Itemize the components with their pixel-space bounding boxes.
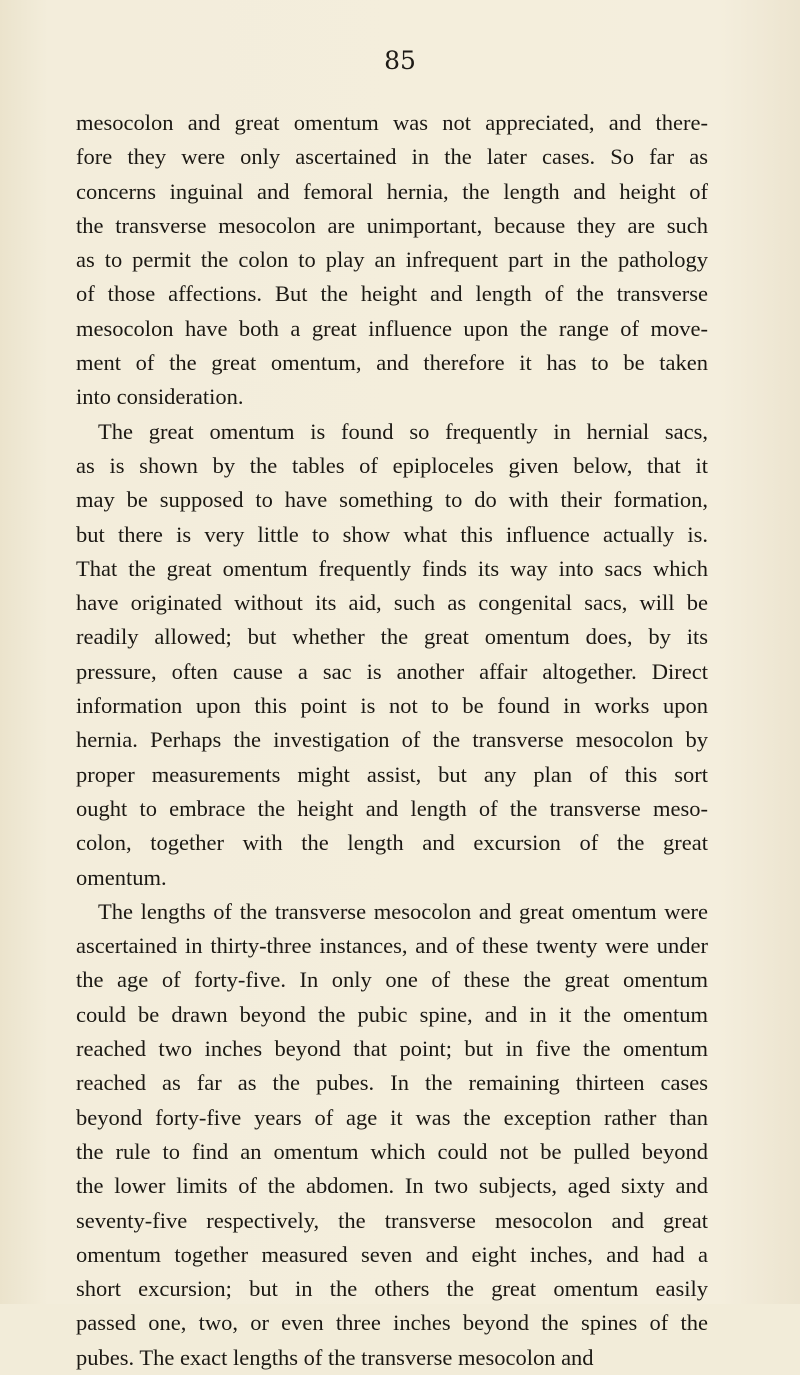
text-line: short excursion; but in the others the great omentum easily (76, 1276, 708, 1302)
body-text (76, 106, 708, 1375)
page-number: 85 (384, 46, 416, 75)
text-line: ought to embrace the height and length of the transverse meso- (76, 795, 708, 821)
text-line: passed one, two, or even three inches beyond the spines of the (76, 1310, 708, 1336)
text-line: concerns inguinal and femoral hernia, the length and height of (76, 178, 708, 204)
text-line: That the great omentum frequently finds its way into sacs which (76, 555, 708, 581)
text-line: mesocolon have both a great influence upon the range of move- (76, 315, 708, 341)
text-line: hernia. Perhaps the investigation of the transverse mesocolon by (76, 727, 708, 753)
text-line: the age of forty-five. In only one of these the great omentum (76, 967, 708, 993)
text-line: ascertained in thirty-three instances, and of these twenty were under (76, 933, 708, 959)
text-line: omentum together measured seven and eight inches, and had a (76, 1241, 708, 1267)
text-line: could be drawn beyond the pubic spine, and in it the omentum (76, 1001, 708, 1027)
text-line: but there is very little to show what this influence actually is. (76, 521, 708, 547)
text-line: omentum. (76, 864, 167, 890)
text-line: reached two inches beyond that point; but in five the omentum (76, 1036, 708, 1062)
text-line: reached as far as the pubes. In the remaining thirteen cases (76, 1070, 708, 1096)
text-line: the rule to find an omentum which could not be pulled beyond (76, 1138, 708, 1164)
text-line: of those affections. But the height and length of the transverse (76, 281, 708, 307)
text-line: the transverse mesocolon are unimportant, because they are such (76, 212, 708, 238)
text-line: proper measurements might assist, but any plan of this sort (76, 761, 708, 787)
text-line: have originated without its aid, such as congenital sacs, will be (76, 590, 708, 616)
paragraph (76, 415, 708, 895)
text-line: mesocolon and great omentum was not appreciated, and there- (76, 110, 708, 135)
paragraph (76, 106, 708, 415)
text-line: into consideration. (76, 384, 244, 410)
text-line: pubes. The exact lengths of the transverse mesocolon and (76, 1344, 594, 1370)
paragraph (76, 895, 708, 1375)
text-line: ment of the great omentum, and therefore it has to be taken (76, 350, 708, 376)
text-line: may be supposed to have something to do with their formation, (76, 487, 708, 513)
text-line: seventy-five respectively, the transverse mesocolon and great (76, 1207, 708, 1233)
text-line: readily allowed; but whether the great omentum does, by its (76, 624, 708, 650)
text-line: The lengths of the transverse mesocolon and great omentum were (98, 898, 708, 924)
text-line: information upon this point is not to be found in works upon (76, 693, 708, 719)
text-line: The great omentum is found so frequently in hernial sacs, (98, 418, 708, 444)
text-line: colon, together with the length and excursion of the great (76, 830, 708, 856)
text-line: fore they were only ascertained in the later cases. So far as (76, 144, 708, 170)
text-line: beyond forty-five years of age it was the exception rather than (76, 1104, 708, 1130)
text-line: as is shown by the tables of epiploceles given below, that it (76, 452, 708, 478)
text-line: pressure, often cause a sac is another affair altogether. Direct (76, 658, 708, 684)
text-line: as to permit the colon to play an infrequent part in the pathology (76, 247, 708, 273)
text-line: the lower limits of the abdomen. In two subjects, aged sixty and (76, 1173, 708, 1199)
